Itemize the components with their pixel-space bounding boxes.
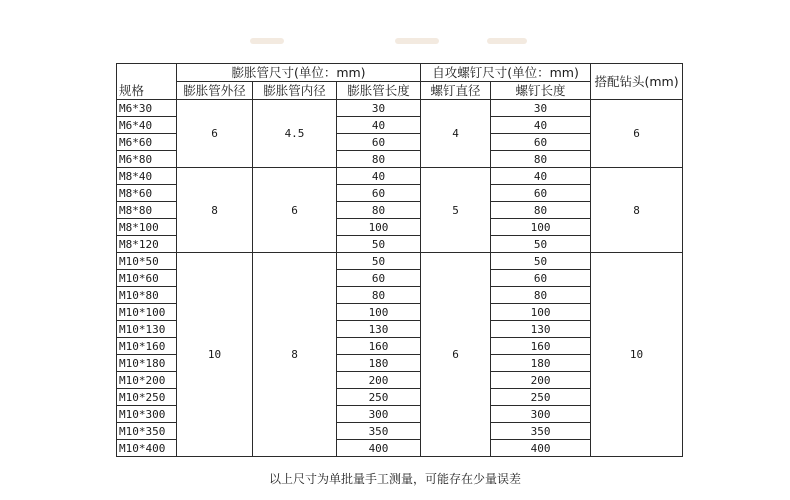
spec-cell: M6*60 xyxy=(117,134,177,151)
spec-cell: M10*50 xyxy=(117,253,177,270)
spec-cell: M10*100 xyxy=(117,304,177,321)
table-row xyxy=(117,253,683,270)
table-row xyxy=(117,100,683,117)
spec-table xyxy=(116,63,683,457)
tube-length-cell: 40 xyxy=(337,168,421,185)
header-tube-group: 膨胀管尺寸(单位：mm) xyxy=(177,64,421,82)
tube-length-cell: 60 xyxy=(337,134,421,151)
spec-cell: M6*80 xyxy=(117,151,177,168)
spec-cell: M8*100 xyxy=(117,219,177,236)
tube-length-cell: 100 xyxy=(337,219,421,236)
tube-outer-cell: 8 xyxy=(177,168,253,253)
tube-length-cell: 40 xyxy=(337,117,421,134)
top-decoration-smudges xyxy=(0,38,790,52)
tube-length-cell: 50 xyxy=(337,253,421,270)
header-screw-group: 自攻螺钉尺寸(单位：mm) xyxy=(421,64,591,82)
header-tube-inner: 膨胀管内径 xyxy=(253,82,337,100)
screw-length-cell: 100 xyxy=(491,219,591,236)
spec-cell: M8*120 xyxy=(117,236,177,253)
screw-length-cell: 350 xyxy=(491,423,591,440)
screw-length-cell: 40 xyxy=(491,168,591,185)
tube-length-cell: 80 xyxy=(337,151,421,168)
tube-outer-cell: 6 xyxy=(177,100,253,168)
spec-cell: M6*40 xyxy=(117,117,177,134)
smudge-mark xyxy=(487,38,527,44)
header-tube-outer: 膨胀管外径 xyxy=(177,82,253,100)
screw-length-cell: 80 xyxy=(491,151,591,168)
spec-cell: M10*130 xyxy=(117,321,177,338)
header-tube-length: 膨胀管长度 xyxy=(337,82,421,100)
tube-length-cell: 80 xyxy=(337,202,421,219)
spec-cell: M10*180 xyxy=(117,355,177,372)
drill-cell: 8 xyxy=(591,168,683,253)
drill-cell: 10 xyxy=(591,253,683,457)
spec-cell: M10*80 xyxy=(117,287,177,304)
spec-cell: M10*60 xyxy=(117,270,177,287)
screw-length-cell: 80 xyxy=(491,287,591,304)
header-screw-diameter: 螺钉直径 xyxy=(421,82,491,100)
tube-length-cell: 130 xyxy=(337,321,421,338)
screw-length-cell: 60 xyxy=(491,270,591,287)
tube-inner-cell: 8 xyxy=(253,253,337,457)
spec-cell: M8*60 xyxy=(117,185,177,202)
screw-length-cell: 40 xyxy=(491,117,591,134)
screw-length-cell: 80 xyxy=(491,202,591,219)
screw-diameter-cell: 6 xyxy=(421,253,491,457)
tube-length-cell: 300 xyxy=(337,406,421,423)
tube-length-cell: 60 xyxy=(337,270,421,287)
spec-cell: M10*200 xyxy=(117,372,177,389)
tube-length-cell: 350 xyxy=(337,423,421,440)
screw-length-cell: 160 xyxy=(491,338,591,355)
screw-diameter-cell: 4 xyxy=(421,100,491,168)
header-spec: 规格 xyxy=(117,82,177,100)
screw-length-cell: 300 xyxy=(491,406,591,423)
smudge-mark xyxy=(395,38,439,44)
tube-length-cell: 160 xyxy=(337,338,421,355)
screw-length-cell: 400 xyxy=(491,440,591,457)
spec-cell: M10*160 xyxy=(117,338,177,355)
tube-length-cell: 80 xyxy=(337,287,421,304)
header-drill: 搭配钻头(mm) xyxy=(591,64,683,100)
screw-length-cell: 30 xyxy=(491,100,591,117)
spec-table-body xyxy=(117,64,683,457)
tube-length-cell: 250 xyxy=(337,389,421,406)
header-row-groups xyxy=(117,64,683,82)
spec-cell: M10*300 xyxy=(117,406,177,423)
screw-length-cell: 180 xyxy=(491,355,591,372)
screw-length-cell: 130 xyxy=(491,321,591,338)
spec-cell: M6*30 xyxy=(117,100,177,117)
screw-diameter-cell: 5 xyxy=(421,168,491,253)
drill-cell: 6 xyxy=(591,100,683,168)
spec-cell: M10*250 xyxy=(117,389,177,406)
spec-cell: M10*350 xyxy=(117,423,177,440)
screw-length-cell: 200 xyxy=(491,372,591,389)
tube-length-cell: 30 xyxy=(337,100,421,117)
tube-length-cell: 50 xyxy=(337,236,421,253)
tube-length-cell: 400 xyxy=(337,440,421,457)
tube-inner-cell: 4.5 xyxy=(253,100,337,168)
smudge-mark xyxy=(250,38,284,44)
tube-outer-cell: 10 xyxy=(177,253,253,457)
table-row xyxy=(117,168,683,185)
footnote: 以上尺寸为单批量手工测量，可能存在少量误差 xyxy=(268,472,521,486)
tube-length-cell: 200 xyxy=(337,372,421,389)
tube-inner-cell: 6 xyxy=(253,168,337,253)
header-spec-top xyxy=(117,64,177,82)
screw-length-cell: 250 xyxy=(491,389,591,406)
screw-length-cell: 60 xyxy=(491,134,591,151)
tube-length-cell: 100 xyxy=(337,304,421,321)
tube-length-cell: 180 xyxy=(337,355,421,372)
screw-length-cell: 50 xyxy=(491,253,591,270)
header-screw-length: 螺钉长度 xyxy=(491,82,591,100)
screw-length-cell: 50 xyxy=(491,236,591,253)
screw-length-cell: 100 xyxy=(491,304,591,321)
spec-cell: M10*400 xyxy=(117,440,177,457)
screw-length-cell: 60 xyxy=(491,185,591,202)
spec-cell: M8*40 xyxy=(117,168,177,185)
spec-cell: M8*80 xyxy=(117,202,177,219)
tube-length-cell: 60 xyxy=(337,185,421,202)
